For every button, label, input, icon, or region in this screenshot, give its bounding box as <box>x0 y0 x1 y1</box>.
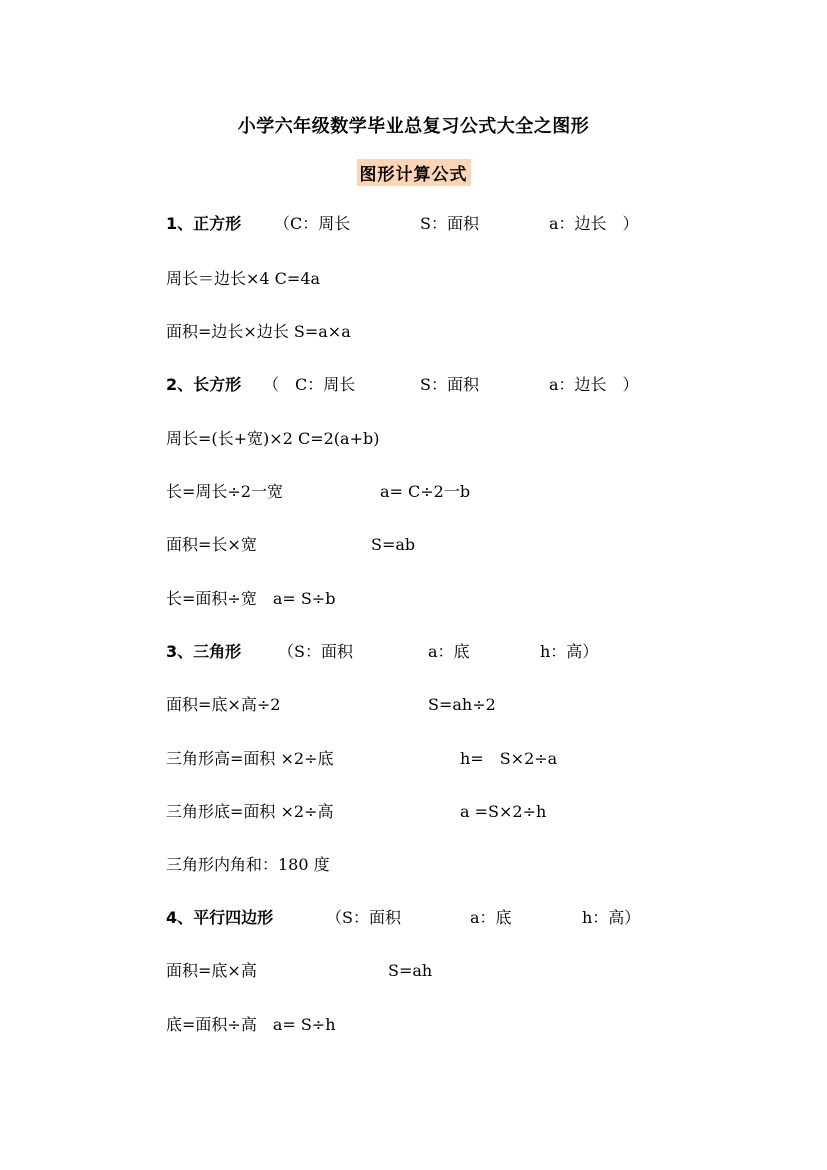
legend-item: （S：面积 <box>326 908 401 927</box>
formula-line <box>166 589 336 629</box>
formula-line <box>166 535 416 595</box>
legend-item: a：底 <box>428 642 470 661</box>
formula-text: a =S×2÷h <box>460 802 547 821</box>
section-title: 1、正方形 <box>166 214 242 233</box>
section-title: 4、平行四边形 <box>166 908 274 927</box>
formula-text: 周长=(长+宽)×2 C=2(a+b) <box>166 429 380 448</box>
legend-item: S：面积 <box>420 214 479 233</box>
formula-text: 三角形内角和：180 度 <box>166 855 330 874</box>
formula-text: 底=面积÷高 a= S÷h <box>166 1015 336 1034</box>
formula-text: S=ah <box>388 961 433 980</box>
legend-item: S：面积 <box>420 375 479 394</box>
formula-text: S=ab <box>371 535 416 554</box>
formula-line <box>166 429 380 469</box>
formula-text: S=ah÷2 <box>428 695 496 714</box>
formula-text: 周长＝边长×4 C=4a <box>166 269 321 288</box>
document-subtitle: 图形计算公式 <box>357 159 471 186</box>
formula-text: a= C÷2一b <box>380 482 471 501</box>
formula-text: h= S×2÷a <box>460 749 558 768</box>
formula-line <box>166 695 496 755</box>
formula-line <box>166 322 351 362</box>
formula-text: 面积=底×高 <box>166 961 257 980</box>
legend-item: （ C：周长 <box>263 375 356 394</box>
formula-text: 长=周长÷2一宽 <box>166 482 283 501</box>
formula-line <box>166 1015 336 1055</box>
legend-item: a：底 <box>470 908 512 927</box>
legend-item: （S：面积 <box>278 642 353 661</box>
legend-item: a：边长 ） <box>549 375 639 394</box>
formula-text: 三角形高=面积 ×2÷底 <box>166 749 334 768</box>
section-title: 2、长方形 <box>166 375 242 394</box>
formula-text: 三角形底=面积 ×2÷高 <box>166 802 334 821</box>
legend-item: a：边长 ） <box>549 214 639 233</box>
legend-item: （C：周长 <box>274 214 351 233</box>
legend-item: h：高） <box>582 908 641 927</box>
formula-text: 面积=长×宽 <box>166 535 257 554</box>
subtitle-container <box>0 159 827 186</box>
formula-text: 面积=底×高÷2 <box>166 695 281 714</box>
legend-item: h：高） <box>540 642 599 661</box>
formula-line <box>166 802 547 862</box>
formula-line <box>166 961 433 1021</box>
formula-line <box>166 855 330 895</box>
formula-text: 面积=边长×边长 S=a×a <box>166 322 351 341</box>
formula-text: 长=面积÷宽 a= S÷b <box>166 589 336 608</box>
formula-line <box>166 269 321 309</box>
document-title: 小学六年级数学毕业总复习公式大全之图形 <box>237 116 590 137</box>
formula-line <box>166 749 558 809</box>
formula-line <box>166 482 471 542</box>
section-title: 3、三角形 <box>166 642 242 661</box>
